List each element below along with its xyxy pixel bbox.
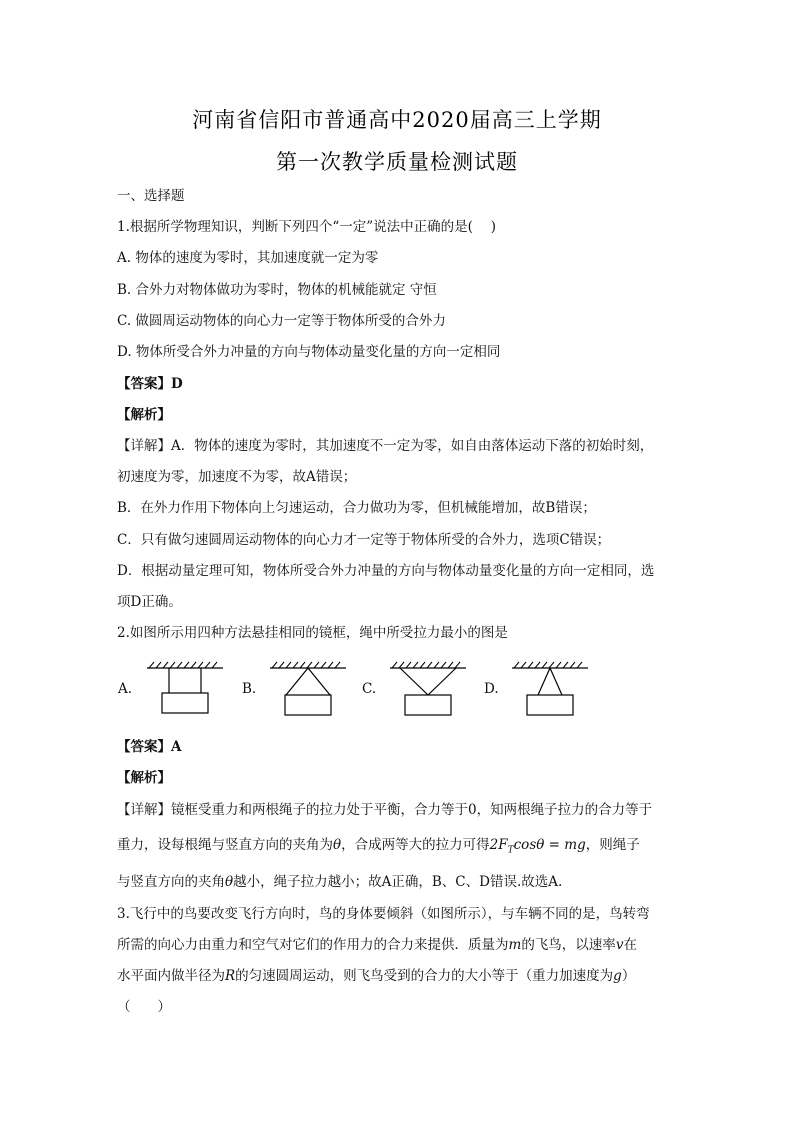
q1-detail-1: 【详解】A．物体的速度为零时，其加速度不一定为零，如自由落体运动下落的初始时刻，	[117, 438, 654, 454]
q2-detail-2-text-a: 重力，设每根绳与竖直方向的夹角为	[117, 837, 333, 853]
q3-line-3	[117, 967, 687, 985]
theta-symbol-2: θ	[225, 874, 234, 890]
q3-line-3-text-c: ）	[621, 968, 636, 984]
q2-detail-3-text-b: 越小，绳子拉力越小；故A正确，B、C、D错误.故选A.	[233, 874, 563, 890]
q2-detail-3	[117, 873, 687, 891]
q1-analysis-label: 【解析】	[117, 407, 171, 423]
radius-symbol: R	[225, 968, 236, 984]
fig-label-a: A.	[118, 681, 133, 697]
tension-formula	[489, 837, 586, 856]
q3-answer-blank: （ ）	[117, 999, 171, 1015]
q1-detail-3: B．在外力作用下物体向上匀速运动，合力做功为零，但机械能增加，故B错误；	[117, 500, 596, 516]
title-line-2: 第一次教学质量检测试题	[276, 150, 518, 174]
q1-option-c: C. 做圆周运动物体的向心力一定等于物体所受的合外力	[117, 313, 446, 329]
q2-detail-1-text: 【详解】镜框受重力和两根绳子的拉力处于平衡，合力等于0，知两根绳子拉力的合力等于	[117, 802, 653, 818]
section-heading: 一、选择题	[117, 188, 185, 204]
q2-detail-2-text-b: ，合成两等大的拉力可得	[341, 837, 490, 853]
q1-option-d: D. 物体所受合外力冲量的方向与物体动量变化量的方向一定相同	[117, 344, 501, 360]
q1-option-a: A. 物体的速度为零时，其加速度就一定为零	[117, 250, 379, 266]
q1-answer: 【答案】D	[117, 376, 183, 392]
q2-detail-3-text-a: 与竖直方向的夹角	[117, 874, 225, 890]
q1-detail-5: D．根据动量定理可知，物体所受合外力冲量的方向与物体动量变化量的方向一定相同，选	[117, 563, 655, 579]
q3-line-2	[117, 936, 687, 954]
gravity-symbol: g	[613, 968, 622, 984]
q3-line-2-text-c: 在	[623, 937, 637, 953]
frame-diagram-c	[388, 662, 468, 716]
fig-label-d: D.	[484, 681, 499, 697]
fig-label-c: C.	[362, 681, 377, 697]
mass-symbol: m	[508, 937, 522, 953]
q2-stem: 2.如图所示用四种方法悬挂相同的镜框，绳中所受拉力最小的图是	[117, 625, 508, 641]
fig-label-b: B.	[242, 681, 257, 697]
q3-line-2-text-a: 所需的向心力由重力和空气对它们的作用力的合力来提供．质量为	[117, 937, 509, 953]
q3-line-3-text-b: 的匀速圆周运动，则飞鸟受到的合力的大小等于（重力加速度为	[235, 968, 614, 984]
q1-detail-4: C．只有做匀速圆周运动物体的向心力才一定等于物体所受的合外力，选项C错误；	[117, 532, 611, 548]
frame-diagram-a	[145, 662, 225, 716]
q3-line-1: 3.飞行中的鸟要改变飞行方向时，鸟的身体要倾斜（如图所示），与车辆不同的是，鸟转弯	[117, 906, 650, 922]
frame-diagram-b	[268, 662, 348, 716]
q2-answer: 【答案】A	[117, 739, 182, 755]
theta-symbol: θ	[333, 837, 342, 853]
formula-subscript: T	[507, 845, 514, 856]
speed-symbol: v	[615, 937, 624, 953]
title-line-1: 河南省信阳市普通高中2020届高三上学期	[192, 108, 602, 132]
q3-line-2-text-b: 的飞鸟，以速率	[521, 937, 616, 953]
q1-stem: 1.根据所学物理知识，判断下列四个“一定”说法中正确的是( )	[117, 219, 497, 235]
formula-part-2: cosθ = mg	[513, 837, 586, 853]
q2-detail-2	[117, 836, 687, 860]
q3-line-3-text-a: 水平面内做半径为	[117, 968, 225, 984]
q1-detail-6: 项D正确。	[117, 594, 182, 610]
q1-detail-2: 初速度为零，加速度不为零，故A错误；	[117, 469, 357, 485]
q1-option-b: B. 合外力对物体做功为零时，物体的机械能就定 守恒	[117, 282, 437, 298]
frame-diagram-d	[510, 662, 590, 716]
q2-detail-1	[117, 801, 687, 819]
formula-part-1: 2F	[489, 837, 508, 853]
q2-analysis-label: 【解析】	[117, 770, 171, 786]
q2-detail-2-text-c: ，则绳子	[585, 837, 640, 853]
